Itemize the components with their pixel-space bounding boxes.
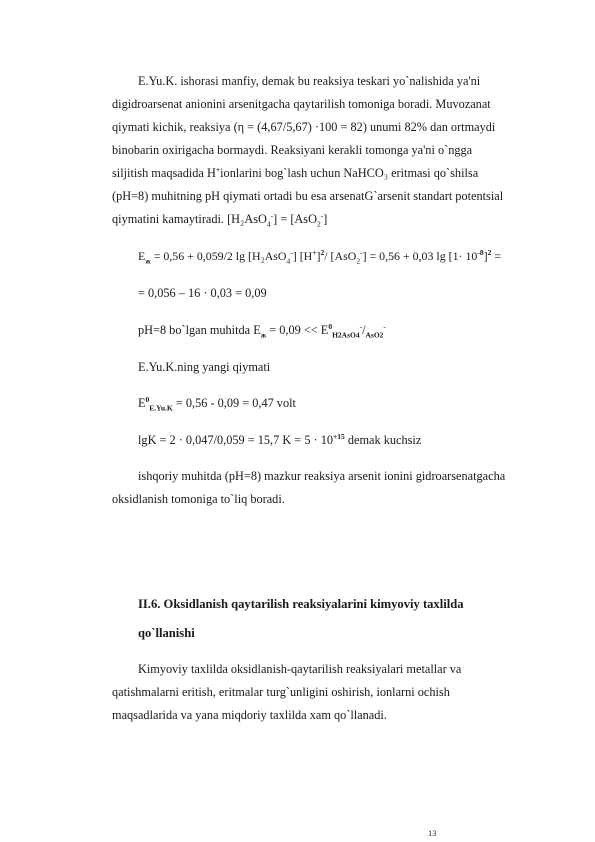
paragraph-line: (pH=8) muhitning pH qiymati ortadi bu esa arsenatG`arsenit standart potentsial xyxy=(112,189,504,203)
paragraph-line: siljitish maqsadida H+ionlarini bog`lash uchun NaHCO₃ eritmasi qo`shilsa xyxy=(112,164,479,180)
paragraph-line: qiymatini kamaytiradi. [H₂AsO$_4$-] = [AsO$_2$-] xyxy=(112,210,328,229)
paragraph-line: ishqoriy muhitda (pH=8) mazkur reaksiya arsenit ionini gidroarsenatgacha xyxy=(138,469,506,483)
section-heading: II.6. Oksidlanish qaytarilish reaksiyalarini kimyoviy taxlilda xyxy=(138,597,464,611)
page-number: 13 xyxy=(428,828,437,838)
paragraph-line: qiymati kichik, reaksiya (η = (4,67/5,67) ·100 = 82) unumi 82% dan ortmaydi xyxy=(112,120,496,134)
paragraph-line: oksidlanish tomoniga to`liq boradi. xyxy=(112,492,285,506)
paragraph-line: maqsadlarida va yana miqdoriy taxlilda xam qo`llanadi. xyxy=(112,708,387,722)
formula-line: lgK = 2 · 0,047/0,059 = 15,7 $K = 5 \cdot 10^{+15}$ demak kuchsiz xyxy=(138,431,422,447)
paragraph-line: qatishmalarni eritish, eritmalar turg`unligini oshirish, ionlarni ochish xyxy=(112,685,450,699)
formula-line: E.Yu.K.ning yangi qiymati xyxy=(138,360,271,374)
section-heading: qo`llanishi xyxy=(138,626,195,640)
paragraph-line: E.Yu.K. ishorasi manfiy, demak bu reaksiya teskari yo`nalishida ya'ni xyxy=(138,74,481,88)
paragraph-line: binobarin oxirigacha bormaydi. Reaksiyani kerakli tomonga ya'ni o`ngga xyxy=(112,143,473,157)
formula-line: pH=8 bo`lgan muhitda $E_ж = 0,09 << E^0_{H2AsO4}^-/_{AsO2}^-$ xyxy=(138,321,386,340)
paragraph-line: digidroarsenat anionini arsenitgacha qaytarilish tomoniga boradi. Muvozanat xyxy=(112,97,491,111)
paragraph-line: Kimyoviy taxlilda oksidlanish-qaytarilish reaksiyalari metallar va xyxy=(138,662,462,676)
formula-line: $E^0_{E.Yu.K} = 0,56 - 0,09 = 0,47$ volt xyxy=(138,394,296,413)
formula-line: = 0,056 – 16 · 0,03 = 0,09 xyxy=(138,286,267,300)
formula-line: $E_ж = 0,56 + 0,059/2$ lg [H₂AsO$_4$-] $[H^+]^2/$ [AsO$_2$-] = 0,56 + 0,03 $\lg [1\cdot 10^{-8}]^2$ = xyxy=(138,248,502,266)
